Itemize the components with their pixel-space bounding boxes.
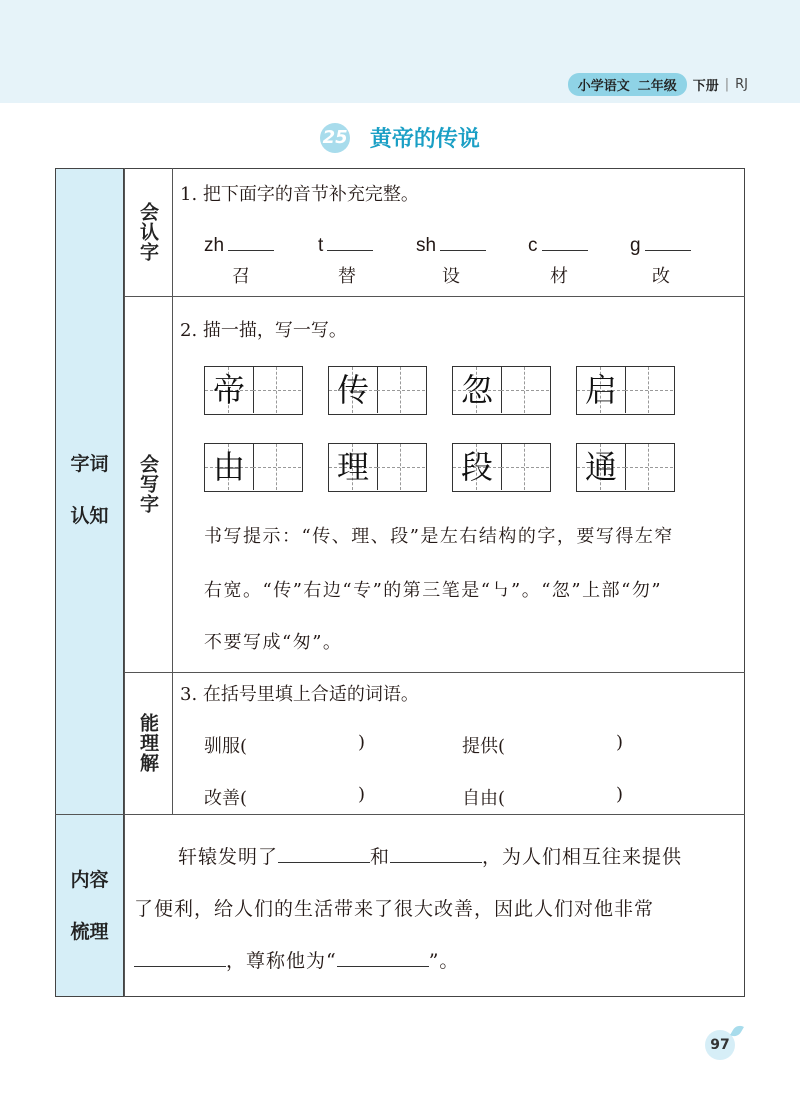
pinyin-char: 改 <box>652 266 670 287</box>
grid-char: 帝 <box>212 371 245 409</box>
pinyin-initial: zh <box>204 235 225 256</box>
writing-grid[interactable] <box>204 443 303 492</box>
fill-close: ) <box>358 784 366 805</box>
pinyin-blank[interactable] <box>542 232 588 251</box>
grid-char: 启 <box>584 371 617 409</box>
question-2: 2. 描一描，写一写。 <box>180 320 347 341</box>
grid-cell-sample <box>453 444 502 490</box>
writing-grid[interactable] <box>328 443 427 492</box>
fill-item[interactable] <box>204 732 247 758</box>
summary-text: 轩辕发明了 <box>178 846 279 868</box>
grid-char: 理 <box>336 448 369 486</box>
grid-cell-sample <box>453 367 502 413</box>
summary-text: ，为人们相互往来提供 <box>482 846 683 868</box>
fill-close: ) <box>616 784 624 805</box>
grid-cell-practice[interactable] <box>377 444 425 490</box>
divider <box>124 296 745 297</box>
summary-blank[interactable] <box>390 842 482 863</box>
pinyin-item <box>416 232 506 287</box>
pinyin-initial: t <box>318 235 324 256</box>
grid-char: 忽 <box>460 371 493 409</box>
grid-cell-practice[interactable] <box>253 444 301 490</box>
fill-item-label: 自由( <box>462 788 506 809</box>
category-label-line2: 认知 <box>70 505 109 527</box>
write-label: 会写字 <box>137 454 159 514</box>
fill-close: ) <box>358 732 366 753</box>
summary-text: ，尊称他为“ <box>226 950 337 972</box>
pinyin-char: 材 <box>550 266 568 287</box>
grid-guide <box>377 390 425 391</box>
lesson-title-text: 黄帝的传说 <box>369 127 480 152</box>
pinyin-item <box>528 232 618 287</box>
writing-tip-line: 右宽。“传”右边“专”的第三笔是“㇉”。“忽”上部“勿” <box>204 580 663 601</box>
fill-item[interactable] <box>462 732 505 758</box>
subject-label: 小学语文 <box>577 78 630 94</box>
summary-label-line2: 梳理 <box>70 921 109 943</box>
writing-grid[interactable] <box>452 443 551 492</box>
grid-char: 传 <box>336 371 369 409</box>
question-3: 3. 在括号里填上合适的词语。 <box>180 684 419 705</box>
summary-text: ”。 <box>428 950 460 972</box>
grid-char: 段 <box>460 448 493 486</box>
summary-blank[interactable] <box>337 946 429 967</box>
pinyin-blank[interactable] <box>327 232 373 251</box>
summary-line-1 <box>134 842 738 869</box>
pinyin-blank[interactable] <box>228 232 274 251</box>
divider <box>172 168 173 814</box>
summary-line-2: 了便利，给人们的生活带来了很大改善，因此人们对他非常 <box>134 898 655 920</box>
fill-item[interactable] <box>462 784 505 810</box>
edition-label: RJ <box>735 76 748 92</box>
summary-blank[interactable] <box>278 842 370 863</box>
subject-grade-badge <box>568 73 687 96</box>
grid-cell-sample <box>205 367 254 413</box>
divider <box>124 672 745 673</box>
book-badge <box>568 73 748 95</box>
grid-cell-sample <box>577 367 626 413</box>
pinyin-blank[interactable] <box>440 232 486 251</box>
separator: | <box>724 76 730 92</box>
understand-label: 能理解 <box>137 713 159 773</box>
lesson-title <box>0 122 800 153</box>
writing-grid[interactable] <box>452 366 551 415</box>
grade-label: 二年级 <box>637 78 677 94</box>
grid-guide <box>253 467 301 468</box>
grid-cell-practice[interactable] <box>625 444 673 490</box>
recognize-label: 会认字 <box>137 202 159 262</box>
grid-guide <box>377 467 425 468</box>
grid-guide <box>625 390 673 391</box>
writing-grid[interactable] <box>576 443 675 492</box>
fill-item[interactable] <box>204 784 247 810</box>
pinyin-item <box>630 232 720 287</box>
grid-char: 由 <box>212 448 245 486</box>
grid-cell-sample <box>329 367 378 413</box>
pinyin-char: 召 <box>232 266 250 287</box>
fill-item-label: 改善( <box>204 788 248 809</box>
fill-item-label: 驯服( <box>204 736 248 757</box>
grid-guide <box>253 390 301 391</box>
pinyin-initial: c <box>528 235 538 256</box>
question-1: 1. 把下面字的音节补充完整。 <box>180 184 419 205</box>
writing-tip-line: 书写提示：“传、理、段”是左右结构的字，要写得左窄 <box>204 526 674 547</box>
grid-cell-sample <box>205 444 254 490</box>
pinyin-item <box>204 232 294 287</box>
pinyin-char: 替 <box>338 266 356 287</box>
grid-guide <box>501 390 549 391</box>
grid-cell-practice[interactable] <box>501 367 549 413</box>
grid-cell-sample <box>329 444 378 490</box>
writing-grid[interactable] <box>328 366 427 415</box>
pinyin-char: 设 <box>442 266 460 287</box>
divider <box>55 814 745 815</box>
grid-cell-practice[interactable] <box>625 367 673 413</box>
writing-tip-line: 不要写成“匆”。 <box>204 632 343 653</box>
writing-grid[interactable] <box>576 366 675 415</box>
grid-cell-practice[interactable] <box>377 367 425 413</box>
pinyin-blank[interactable] <box>645 232 691 251</box>
pinyin-initial: sh <box>416 235 437 256</box>
fill-close: ) <box>616 732 624 753</box>
volume-label: 下册 <box>692 78 719 94</box>
pinyin-item <box>318 232 408 287</box>
category-label-line1: 字词 <box>70 453 109 475</box>
summary-text: 和 <box>370 846 391 868</box>
pinyin-initial: g <box>630 235 641 256</box>
grid-char: 通 <box>584 448 617 486</box>
grid-cell-sample <box>577 444 626 490</box>
grid-guide <box>625 467 673 468</box>
lesson-number-badge: 25 <box>320 123 350 153</box>
grid-cell-practice[interactable] <box>253 367 301 413</box>
writing-grid[interactable] <box>204 366 303 415</box>
summary-blank[interactable] <box>134 946 226 967</box>
fill-item-label: 提供( <box>462 736 506 757</box>
grid-guide <box>501 467 549 468</box>
summary-label-line1: 内容 <box>70 869 109 891</box>
grid-cell-practice[interactable] <box>501 444 549 490</box>
summary-line-3 <box>134 946 738 973</box>
page-number: 97 <box>705 1030 735 1060</box>
